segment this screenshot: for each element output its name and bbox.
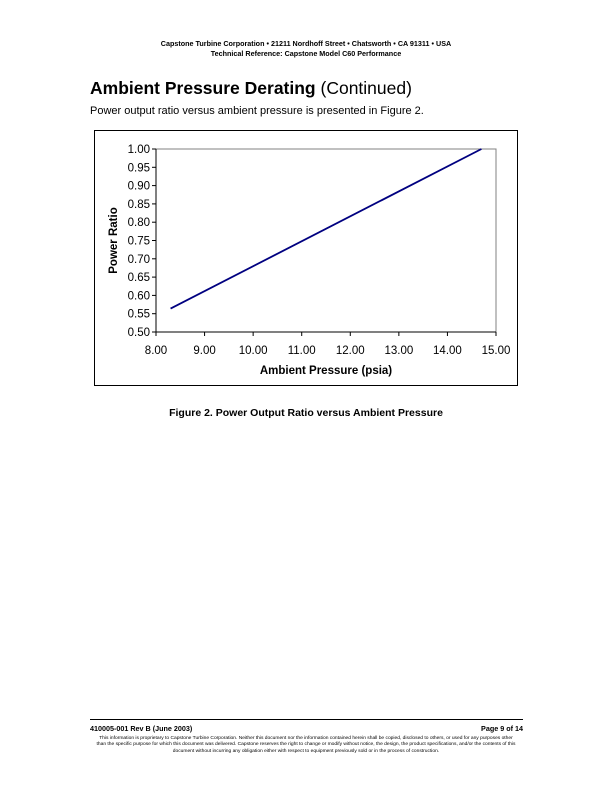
- y-tick-label: 0.50: [127, 327, 150, 339]
- y-tick-label: 0.95: [127, 162, 150, 175]
- y-tick-label: 0.70: [127, 253, 150, 266]
- section-title-bold: Ambient Pressure Derating: [90, 78, 316, 98]
- proprietary-notice: This information is proprietary to Capstone Turbine Corporation. Neither this document nor the information contained herein shall be copied, disclosed to others, or used for any purposes other than the specific purpose for which this document was delivered. Capstone reserves the right to change or modify without notice, the design, the product specifications, and/or the contents of this document without incurring any obligation either with respect to equipment previously sold or in the process of construction.: [96, 736, 516, 754]
- x-tick-label: 13.00: [384, 345, 414, 357]
- x-tick-label: 14.00: [433, 345, 462, 357]
- x-tick-label: 8.00: [144, 345, 168, 357]
- page-number: Page 9 of 14: [481, 724, 523, 733]
- page-header: [0, 39, 612, 59]
- y-tick-label: 0.60: [127, 290, 150, 303]
- plot-area: [156, 149, 496, 332]
- y-tick-label: 1.00: [127, 144, 150, 156]
- section-title: [90, 78, 412, 99]
- header-reference: Technical Reference: Capstone Model C60 Performance: [210, 49, 402, 58]
- y-tick-label: 0.75: [127, 235, 150, 248]
- y-axis-title: Power Ratio: [108, 207, 120, 274]
- power-ratio-chart: [95, 131, 519, 387]
- x-tick-label: 12.00: [335, 345, 365, 357]
- y-tick-label: 0.65: [127, 272, 150, 285]
- x-tick-label: 10.00: [238, 345, 268, 357]
- y-tick-label: 0.90: [127, 180, 150, 193]
- chart-frame: [94, 130, 518, 386]
- y-tick-label: 0.85: [127, 198, 150, 211]
- y-tick-label: 0.55: [127, 308, 150, 321]
- y-tick-label: 0.80: [127, 217, 150, 230]
- footer-rule: [90, 719, 523, 720]
- x-tick-label: 15.00: [481, 345, 511, 357]
- x-axis-title: Ambient Pressure (psia): [259, 365, 393, 377]
- header-address: Capstone Turbine Corporation • 21211 Nordhoff Street • Chatsworth • CA 91311 • USA: [160, 39, 452, 48]
- figure-caption: Figure 2. Power Output Ratio versus Ambient Pressure: [169, 407, 443, 419]
- intro-paragraph: Power output ratio versus ambient pressure is presented in Figure 2.: [90, 105, 424, 117]
- x-tick-label: 9.00: [193, 345, 216, 357]
- section-title-continued: (Continued): [320, 78, 412, 98]
- x-tick-label: 11.00: [287, 345, 316, 357]
- document-id: 410005-001 Rev B (June 2003): [90, 724, 193, 733]
